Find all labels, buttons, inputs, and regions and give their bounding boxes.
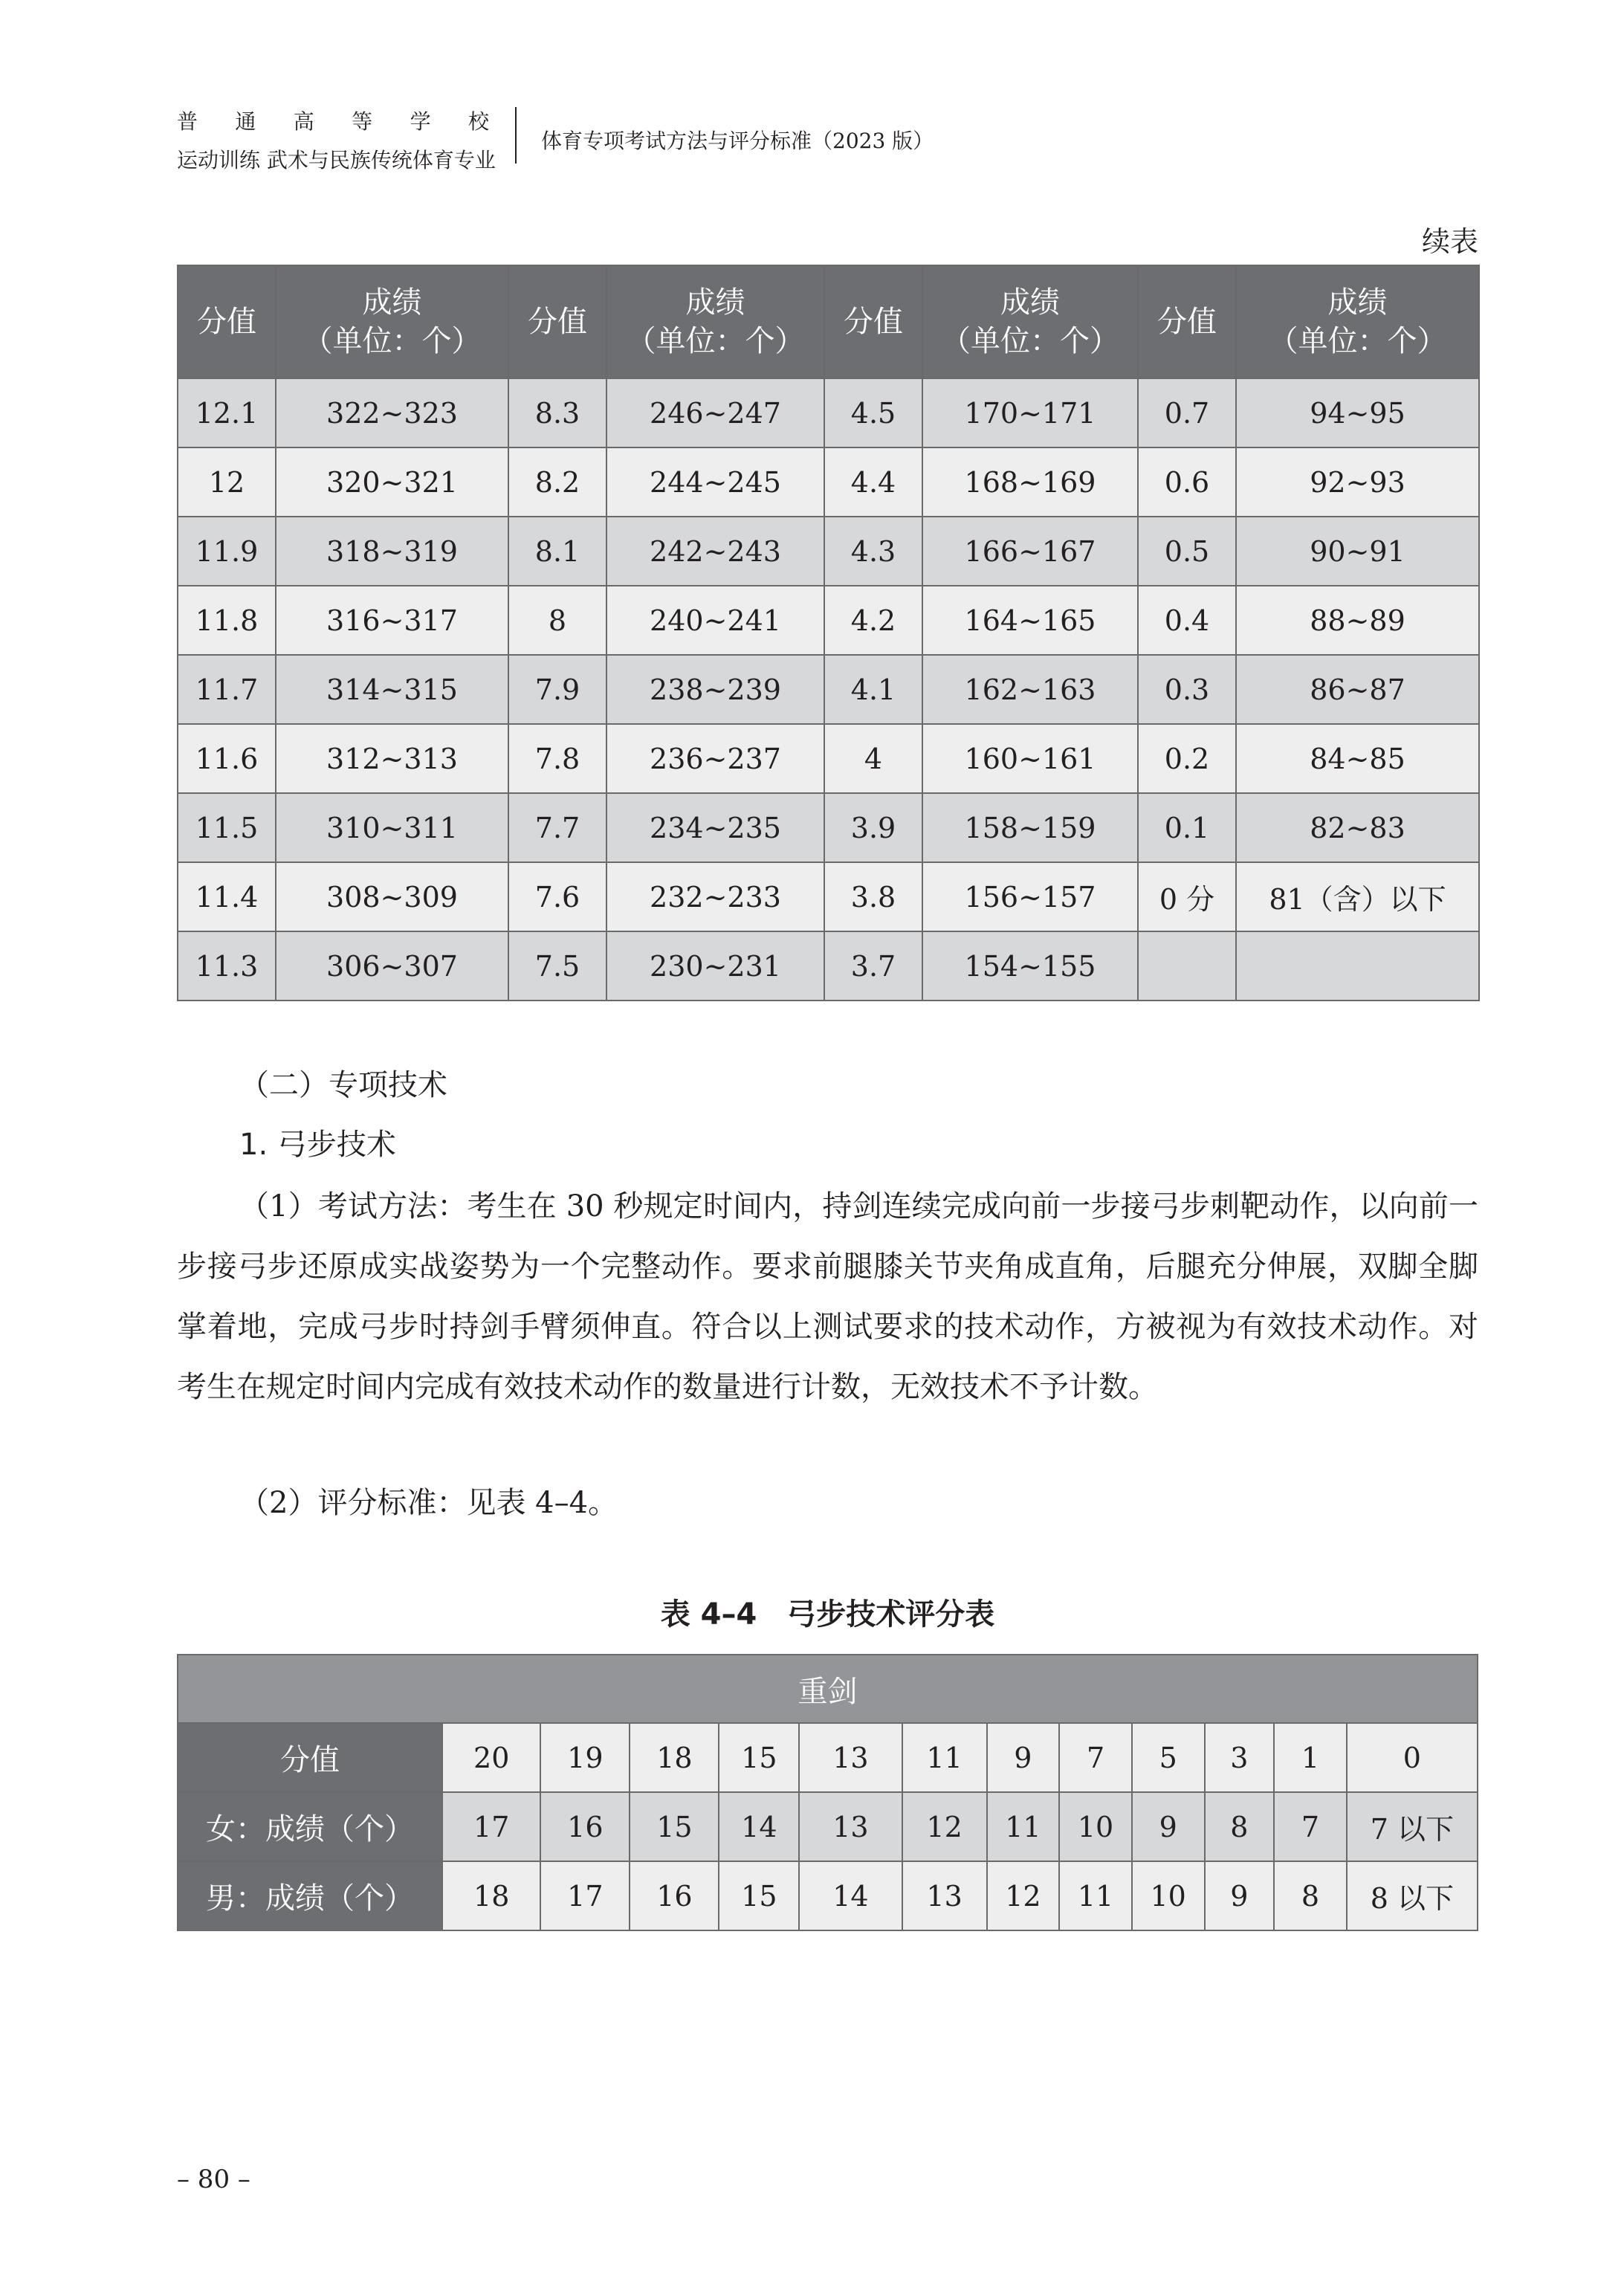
value-cell: 12: [902, 1792, 987, 1861]
score-cell: 4.2: [824, 586, 922, 655]
score-cell: 4.5: [824, 378, 922, 447]
table-row: [178, 517, 1479, 586]
header-book-title: 体育专项考试方法与评分标准（2023 版）: [541, 129, 934, 153]
value-cell: 17: [442, 1792, 540, 1861]
value-cell: 5: [1132, 1723, 1205, 1792]
result-cell: 308~309: [276, 862, 508, 931]
header-score: 分值: [508, 265, 606, 378]
result-cell: 238~239: [606, 655, 824, 724]
value-cell: 14: [799, 1861, 902, 1930]
header-result: 成绩 （单位：个）: [276, 265, 508, 378]
result-cell: 81（含）以下: [1236, 862, 1479, 931]
header-char: 校: [468, 109, 489, 134]
result-cell: 90~91: [1236, 517, 1479, 586]
score-cell: 4.4: [824, 447, 922, 517]
result-cell: 306~307: [276, 931, 508, 1001]
score-cell: 12: [178, 447, 276, 517]
table-row: [178, 1861, 1478, 1930]
score-cell: 0.3: [1138, 655, 1236, 724]
result-cell: 94~95: [1236, 378, 1479, 447]
header-char: 等: [352, 109, 373, 134]
value-cell: 15: [630, 1792, 719, 1861]
header-score: 分值: [178, 265, 276, 378]
score-cell: 7.9: [508, 655, 606, 724]
score-cell: 0.1: [1138, 793, 1236, 862]
value-cell: 7: [1059, 1723, 1132, 1792]
result-cell: 314~315: [276, 655, 508, 724]
value-cell: 8: [1274, 1861, 1347, 1930]
result-cell: 246~247: [606, 378, 824, 447]
value-cell: 16: [540, 1792, 630, 1861]
header-major-line: 运动训练 武术与民族传统体育专业: [177, 148, 496, 172]
result-cell: 166~167: [922, 517, 1138, 586]
result-cell: 160~161: [922, 724, 1138, 793]
score-cell: 7.5: [508, 931, 606, 1001]
table-span-row: [178, 1655, 1478, 1723]
score-cell: 0.6: [1138, 447, 1236, 517]
value-cell: 18: [630, 1723, 719, 1792]
value-cell: 9: [1132, 1792, 1205, 1861]
header-result: 成绩 （单位：个）: [606, 265, 824, 378]
result-cell: 168~169: [922, 447, 1138, 517]
score-cell: 0 分: [1138, 862, 1236, 931]
header-result: 成绩 （单位：个）: [922, 265, 1138, 378]
result-cell: 320~321: [276, 447, 508, 517]
value-cell: 14: [719, 1792, 799, 1861]
value-cell: 11: [902, 1723, 987, 1792]
result-cell: 86~87: [1236, 655, 1479, 724]
score-cell: 7.6: [508, 862, 606, 931]
value-cell: 9: [1205, 1861, 1275, 1930]
score-cell: 0.5: [1138, 517, 1236, 586]
result-cell: 162~163: [922, 655, 1138, 724]
page-number: – 80 –: [177, 2165, 250, 2194]
result-cell: 312~313: [276, 724, 508, 793]
table-row: [178, 1792, 1478, 1861]
result-cell: 82~83: [1236, 793, 1479, 862]
result-cell: 84~85: [1236, 724, 1479, 793]
value-cell: 13: [799, 1792, 902, 1861]
score-cell: [1138, 931, 1236, 1001]
section-subheading: 1. 弓步技术: [239, 1128, 396, 1162]
result-cell: 156~157: [922, 862, 1138, 931]
result-cell: 316~317: [276, 586, 508, 655]
result-cell: 158~159: [922, 793, 1138, 862]
result-cell: 236~237: [606, 724, 824, 793]
score-cell: 11.3: [178, 931, 276, 1001]
header-school-line: [177, 106, 489, 135]
result-cell: 154~155: [922, 931, 1138, 1001]
score-cell: 4.1: [824, 655, 922, 724]
table-row: [178, 1723, 1478, 1792]
table-row: [178, 655, 1479, 724]
score-cell: 8: [508, 586, 606, 655]
table-row: [178, 931, 1479, 1001]
table-row: [178, 447, 1479, 517]
header-char: 通: [235, 109, 256, 134]
value-cell: 0: [1347, 1723, 1478, 1792]
result-cell: 164~165: [922, 586, 1138, 655]
result-cell: 244~245: [606, 447, 824, 517]
table-row: [178, 862, 1479, 931]
value-cell: 13: [799, 1723, 902, 1792]
result-cell: 240~241: [606, 586, 824, 655]
score-cell: 4: [824, 724, 922, 793]
value-cell: 11: [1059, 1861, 1132, 1930]
section-heading: （二）专项技术: [239, 1068, 447, 1102]
result-cell: 242~243: [606, 517, 824, 586]
score-cell: 11.9: [178, 517, 276, 586]
header-char: 学: [410, 109, 431, 134]
row-label: 男：成绩（个）: [178, 1861, 442, 1930]
score-cell: 11.8: [178, 586, 276, 655]
weapon-header: 重剑: [178, 1655, 1478, 1723]
score-cell: 8.2: [508, 447, 606, 517]
value-cell: 8: [1205, 1792, 1275, 1861]
table-row: [178, 586, 1479, 655]
result-cell: 310~311: [276, 793, 508, 862]
value-cell: 15: [719, 1861, 799, 1930]
score-cell: 3.8: [824, 862, 922, 931]
score-cell: 7.8: [508, 724, 606, 793]
result-cell: 170~171: [922, 378, 1138, 447]
header-char: 普: [177, 109, 198, 134]
value-cell: 19: [540, 1723, 630, 1792]
exam-method-paragraph: （1）考试方法：考生在 30 秒规定时间内，持剑连续完成向前一步接弓步刺靶动作，以向前一步接弓步还原成实战姿势为一个完整动作。要求前腿膝关节夹角成直角，后腿充分伸展，双脚全脚掌着地，完成弓步时持剑手臂须伸直。符合以上测试要求的技术动作，方被视为有效技术动作。对考生在规定时间内完成有效技术动作的数量进行计数，无效技术不予计数。: [177, 1189, 1478, 1404]
header-char: 高: [293, 109, 314, 134]
score-cell: 11.5: [178, 793, 276, 862]
score-cell: 11.6: [178, 724, 276, 793]
result-cell: 230~231: [606, 931, 824, 1001]
value-cell: 12: [987, 1861, 1060, 1930]
score-cell: 8.1: [508, 517, 606, 586]
value-cell: 7 以下: [1347, 1792, 1478, 1861]
score-cell: 0.7: [1138, 378, 1236, 447]
score-cell: 11.7: [178, 655, 276, 724]
header-score: 分值: [824, 265, 922, 378]
result-cell: 88~89: [1236, 586, 1479, 655]
row-label: 女：成绩（个）: [178, 1792, 442, 1861]
header-divider: [515, 107, 517, 164]
header-result: 成绩 （单位：个）: [1236, 265, 1479, 378]
score-cell: 12.1: [178, 378, 276, 447]
result-cell: 318~319: [276, 517, 508, 586]
table-title: 表 4–4 弓步技术评分表: [660, 1597, 995, 1632]
table-row: [178, 793, 1479, 862]
value-cell: 17: [540, 1861, 630, 1930]
value-cell: 13: [902, 1861, 987, 1930]
lunge-score-table: [177, 1654, 1478, 1931]
value-cell: 11: [987, 1792, 1060, 1861]
result-cell: 322~323: [276, 378, 508, 447]
result-cell: 232~233: [606, 862, 824, 931]
scoring-standard-paragraph: （2）评分标准：见表 4–4。: [239, 1486, 618, 1520]
value-cell: 15: [719, 1723, 799, 1792]
score-cell: 4.3: [824, 517, 922, 586]
table-body: [178, 378, 1479, 1001]
score-cell: 0.4: [1138, 586, 1236, 655]
value-cell: 20: [442, 1723, 540, 1792]
table-row: [178, 724, 1479, 793]
value-cell: 7: [1274, 1792, 1347, 1861]
value-cell: 16: [630, 1861, 719, 1930]
value-cell: 1: [1274, 1723, 1347, 1792]
row-label: 分值: [178, 1723, 442, 1792]
value-cell: 3: [1205, 1723, 1275, 1792]
value-cell: 10: [1132, 1861, 1205, 1930]
result-cell: 234~235: [606, 793, 824, 862]
value-cell: 18: [442, 1861, 540, 1930]
score-cell: 7.7: [508, 793, 606, 862]
score-cell: 11.4: [178, 862, 276, 931]
table-header-row: [178, 265, 1479, 378]
score-table-continued: [177, 265, 1480, 1001]
score-cell: 0.2: [1138, 724, 1236, 793]
table-row: [178, 378, 1479, 447]
score-cell: 8.3: [508, 378, 606, 447]
value-cell: 9: [987, 1723, 1060, 1792]
continued-label: 续表: [1421, 225, 1478, 258]
header-left: [177, 106, 496, 174]
result-cell: [1236, 931, 1479, 1001]
value-cell: 10: [1059, 1792, 1132, 1861]
score-cell: 3.7: [824, 931, 922, 1001]
value-cell: 8 以下: [1347, 1861, 1478, 1930]
header-score: 分值: [1138, 265, 1236, 378]
score-cell: 3.9: [824, 793, 922, 862]
result-cell: 92~93: [1236, 447, 1479, 517]
